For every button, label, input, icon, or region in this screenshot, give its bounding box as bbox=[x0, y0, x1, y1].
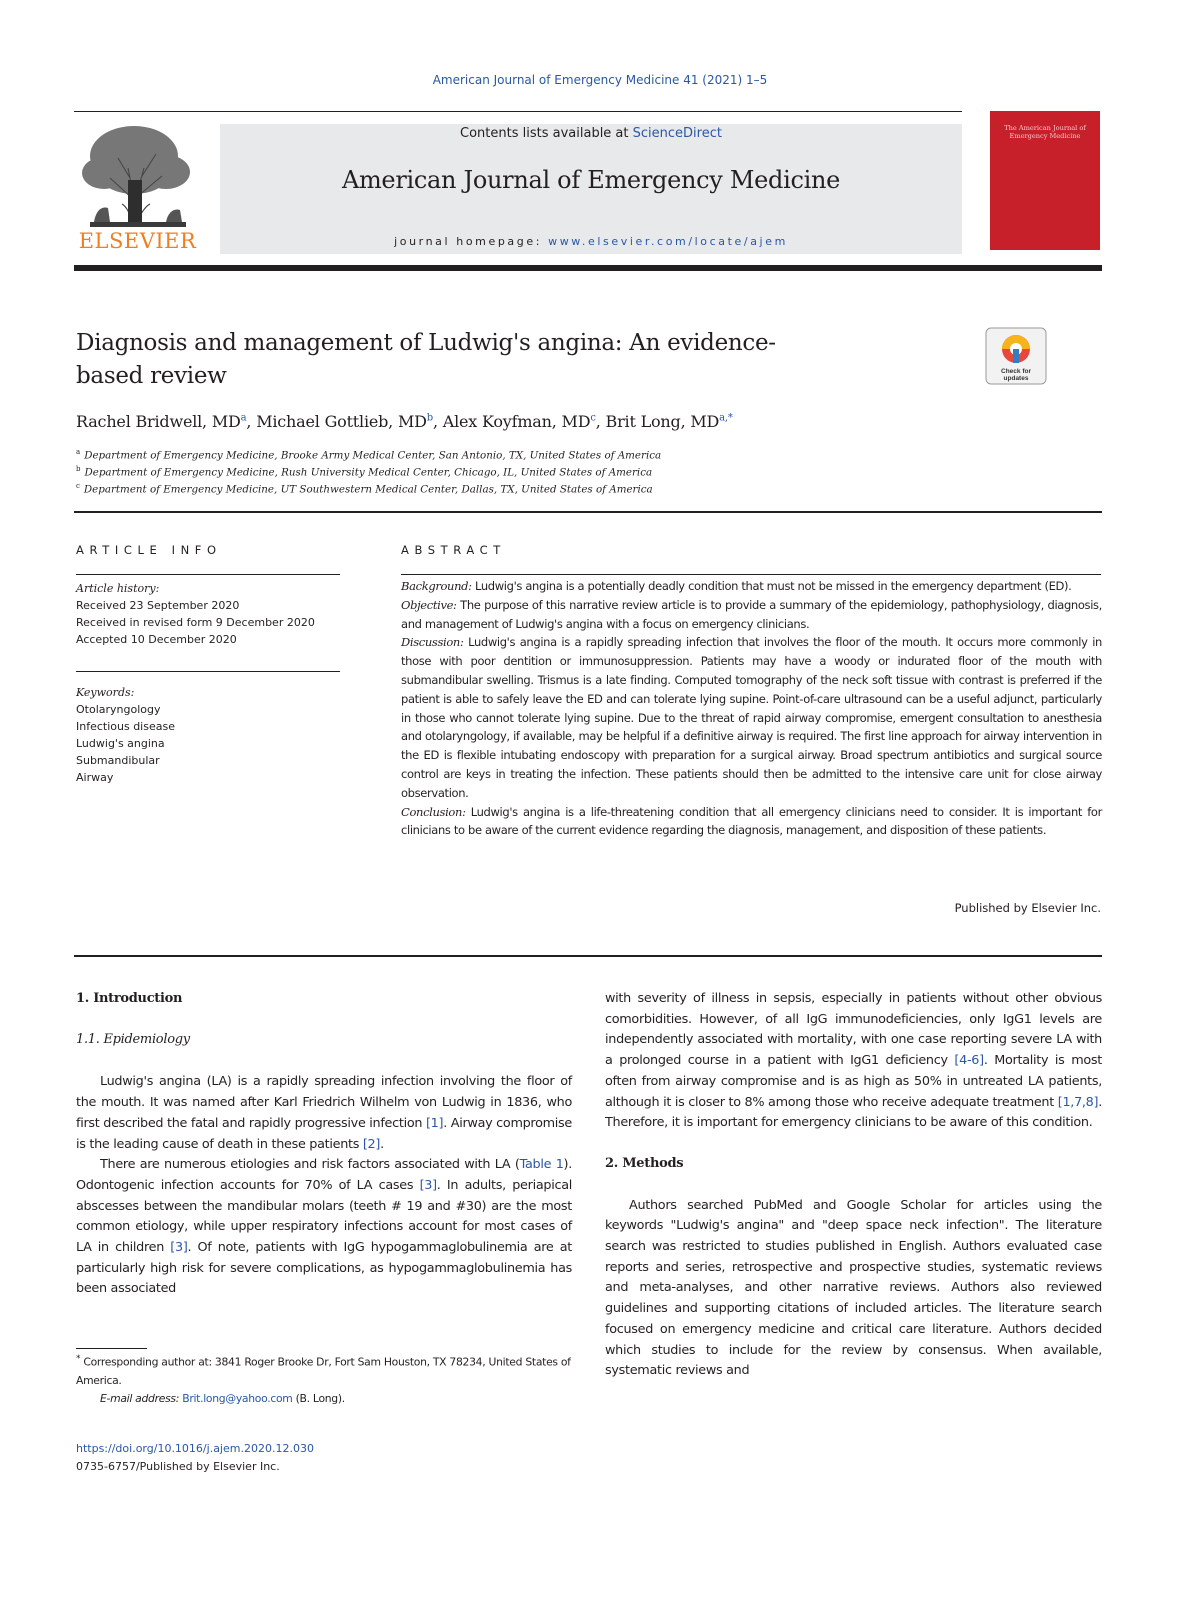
top-rule bbox=[74, 111, 962, 112]
doi-block bbox=[76, 1440, 314, 1476]
journal-homepage bbox=[220, 235, 962, 248]
table-link[interactable]: Table 1 bbox=[519, 1157, 564, 1173]
sciencedirect-link[interactable]: ScienceDirect bbox=[632, 126, 722, 141]
author-list: Rachel Bridwell, $MD^a$, Michael Gottlieb, $MD^b$, Alex Koyfman, $MD^c$, Brit Long, $MD^{a,*}$ bbox=[76, 412, 733, 431]
svg-text:Check for: Check for bbox=[1001, 368, 1031, 375]
history-label: Article history: bbox=[76, 582, 160, 595]
abstract-discussion: Discussion: Ludwig's angina is a rapidly spreading infection that involves the floor of the mouth. It occurs more commonly in those with poor dentition or immunosuppression. Patients may have a woody or indurated floor of the mouth with submandibular swelling. Trismus is a late finding. Computed tomography of the neck soft tissue with contrast is preferred if the patient is able to safely leave the ED and can tolerate lying supine. Point-of-care ultrasound can be a useful adjunct, particularly in those who cannot tolerate lying supine. Due to the threat of rapid airway compromise, emergent consultation to anesthesia and otolaryngology, if available, may be helpful if a definitive airway is required. The first line approach for airway intervention in the ED is flexible intubating endoscopy with preparation for a surgical airway. Broad spectrum antibiotics and surgical source control are keys in treating the infection. These patients should then be admitted to the intensive care unit for close airway observation. bbox=[401, 635, 1102, 800]
keyword: Airway bbox=[76, 771, 114, 784]
author-name: Brit Long, MD bbox=[605, 412, 720, 431]
citation-link[interactable]: [3] bbox=[419, 1177, 437, 1193]
keyword: Submandibular bbox=[76, 754, 160, 767]
abstract-label: Discussion: bbox=[401, 635, 464, 650]
abstract-label: Background: bbox=[401, 579, 472, 593]
email-label: E-mail address: bbox=[100, 1391, 180, 1405]
body-column-left bbox=[76, 989, 572, 1300]
masthead-divider bbox=[74, 265, 1102, 271]
check-for-updates-icon[interactable] bbox=[985, 327, 1047, 385]
history-accepted: Accepted 10 December 2020 bbox=[76, 633, 237, 646]
author-affil-link[interactable]: a bbox=[240, 412, 247, 424]
paragraph: Authors searched PubMed and Google Scholar for articles using the keywords "Ludwig's angina" and "deep space neck infection". The literature search was restricted to studies published in English. Authors evaluated case reports and series, retrospective and prospective studies, systematic reviews and meta-analyses, and other narrative reviews. Authors also reviewed guidelines and supporting citations of included articles. The literature search focused on emergency medicine and critical care literature. Authors decided which studies to include for the review by consensus. When available, systematic reviews and bbox=[605, 1197, 1102, 1379]
abstract-rule bbox=[401, 574, 1101, 575]
published-by: Published by Elsevier Inc. bbox=[954, 901, 1101, 915]
article-info-heading: ARTICLE INFO bbox=[76, 543, 222, 557]
citation-link[interactable]: [1] bbox=[425, 1115, 444, 1131]
affiliation-label: a bbox=[76, 448, 81, 456]
affiliation-text: Department of Emergency Medicine, UT Southwestern Medical Center, Dallas, TX, United States of America bbox=[83, 483, 653, 496]
abstract-heading: ABSTRACT bbox=[401, 543, 506, 557]
email-line: E-mail address: Brit.long@yahoo.com (B. Long). bbox=[100, 1391, 345, 1405]
contents-prefix: Contents lists available at bbox=[460, 126, 633, 141]
abstract-label: Objective: bbox=[401, 597, 457, 612]
paragraph: There are numerous etiologies and risk factors associated with LA (Table 1). Odontogenic infection accounts for 70% of LA cases [3]. In adults, periapical abscesses between the mandibular molars (teeth # 19 and #30) are the most common etiology, while upper respiratory infections account for most cases of LA in children [3]. Of note, patients with IgG hypogammaglobulinemia are at particularly high risk for severe complications, as hypogammaglobulinemia has been associated bbox=[76, 1157, 573, 1297]
keyword: Infectious disease bbox=[76, 720, 175, 733]
author-affil-link[interactable]: c bbox=[590, 412, 596, 424]
svg-text:updates: updates bbox=[1003, 375, 1029, 382]
author-name: Michael Gottlieb, MD bbox=[256, 412, 427, 431]
citation-link[interactable]: [1,7,8] bbox=[1057, 1094, 1099, 1110]
abstract-body bbox=[401, 577, 1102, 840]
author-name: Alex Koyfman, MD bbox=[442, 412, 591, 431]
keywords-rule bbox=[76, 671, 340, 672]
paragraph: with severity of illness in sepsis, especially in patients without other obvious comorbidities. However, of all IgG immunodeficiencies, only IgG1 levels are independently associated with mortality, with one case reporting severe LA with a prolonged course in a patient with IgG1 deficiency [4-6]. Mortality is most often from airway compromise and is as high as 50% in untreated LA patients, although it is closer to 8% among those who receive adequate treatment [1,7,8]. Therefore, it is important for emergency clinicians to be aware of this condition. bbox=[605, 991, 1102, 1131]
abstract-label: Conclusion: bbox=[401, 804, 466, 819]
footnote-rule bbox=[76, 1348, 147, 1349]
citation-link[interactable]: [3] bbox=[170, 1240, 188, 1256]
affiliation-text: Department of Emergency Medicine, Rush University Medical Center, Chicago, IL, United States of America bbox=[84, 466, 653, 479]
homepage-link[interactable]: www.elsevier.com/locate/ajem bbox=[548, 235, 788, 248]
corresponding-footnote bbox=[76, 1350, 572, 1408]
affiliation bbox=[76, 465, 1076, 478]
article-info-divider bbox=[74, 511, 1102, 513]
abstract-objective: Objective: The purpose of this narrative review article is to provide a summary of the epidemiology, pathophysiology, diagnosis, and management of Ludwig's angina with a focus on emergency clinicians. bbox=[401, 597, 1102, 631]
paragraph: Ludwig's angina (LA) is a rapidly spreading infection involving the floor of the mouth. It was named after Karl Friedrich Wilhelm von Ludwig in 1836, who first described the fatal and rapidly progressive infection [1]. Airway compromise is the leading cause of death in these patients [2]. bbox=[76, 1074, 572, 1152]
cover-title: The American Journal of Emergency Medicine bbox=[1004, 124, 1086, 140]
section-heading: 1. Introduction bbox=[76, 991, 183, 1006]
affiliation-label: b bbox=[76, 465, 81, 473]
author-name: Rachel Bridwell, MD bbox=[76, 412, 241, 431]
abstract-background: Background: Ludwig's angina is a potentially deadly condition that must not be missed in the emergency department (ED). bbox=[401, 579, 1072, 593]
history-revised: Received in revised form 9 December 2020 bbox=[76, 616, 315, 629]
article-history bbox=[76, 580, 340, 648]
keywords-label: Keywords: bbox=[76, 686, 135, 699]
contents-line bbox=[220, 126, 962, 141]
elsevier-wordmark: ELSEVIER bbox=[78, 229, 197, 253]
subsection-heading: 1.1. Epidemiology bbox=[76, 1031, 190, 1047]
doi-link[interactable]: https://doi.org/10.1016/j.ajem.2020.12.030 bbox=[76, 1442, 314, 1455]
abstract-conclusion: Conclusion: Ludwig's angina is a life-threatening condition that all emergency clinicians need to consider. It is important for clinicians to be aware of the current evidence regarding the diagnosis, management, and disposition of these patients. bbox=[401, 804, 1102, 838]
citation-link[interactable]: [2] bbox=[362, 1136, 381, 1152]
keyword: Ludwig's angina bbox=[76, 737, 165, 750]
keywords bbox=[76, 684, 340, 786]
homepage-prefix: journal homepage: bbox=[394, 235, 549, 248]
history-received: Received 23 September 2020 bbox=[76, 599, 240, 612]
author-affil-link[interactable]: b bbox=[426, 412, 433, 424]
author-affil-link[interactable]: a,* bbox=[719, 412, 733, 424]
affiliation bbox=[76, 482, 1076, 495]
article-info-rule bbox=[76, 574, 340, 575]
running-head[interactable]: American Journal of Emergency Medicine 41 (2021) 1–5 bbox=[432, 73, 768, 87]
corresponding-author: * Corresponding author at: 3841 Roger Brooke Dr, Fort Sam Houston, TX 78234, United States of America. bbox=[76, 1354, 571, 1387]
email-link[interactable]: Brit.long@yahoo.com bbox=[182, 1391, 293, 1405]
section-heading: 2. Methods bbox=[605, 1155, 684, 1171]
body-divider bbox=[74, 955, 1102, 957]
citation-link[interactable]: [4-6] bbox=[954, 1053, 984, 1069]
issn-line: 0735-6757/Published by Elsevier Inc. bbox=[76, 1460, 280, 1473]
article-title: Diagnosis and management of Ludwig's angina: An evidence-based review bbox=[76, 330, 776, 389]
affiliation-label: c bbox=[76, 482, 80, 490]
body-column-right bbox=[605, 989, 1102, 1382]
journal-name: American Journal of Emergency Medicine bbox=[341, 166, 841, 194]
affiliation-text: Department of Emergency Medicine, Brooke Army Medical Center, San Antonio, TX, United States of America bbox=[84, 449, 662, 462]
affiliation bbox=[76, 448, 1076, 461]
keyword: Otolaryngology bbox=[76, 703, 161, 716]
